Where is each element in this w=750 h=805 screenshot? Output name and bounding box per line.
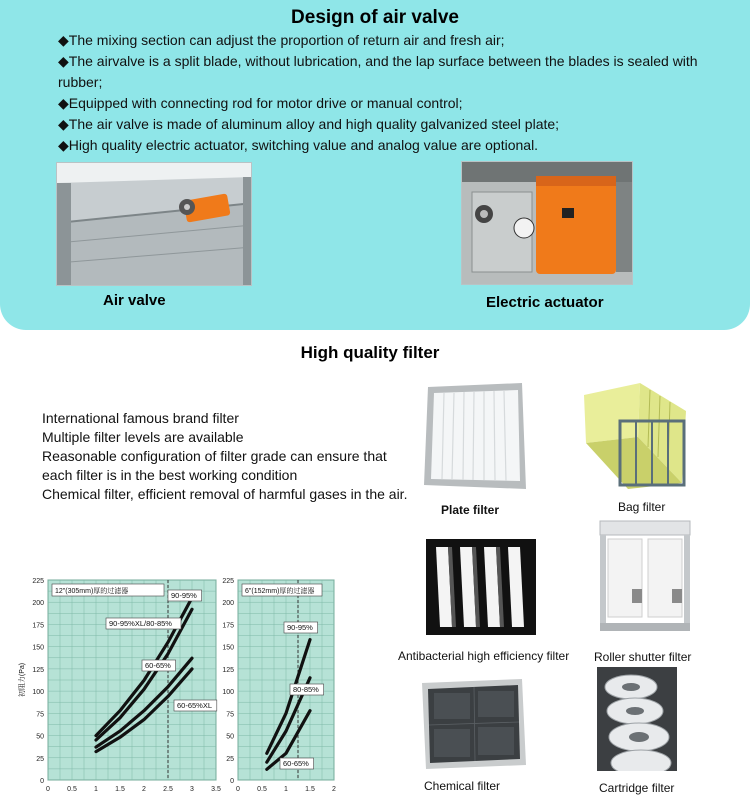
x-tick-label: 2	[142, 786, 146, 793]
x-tick-label: 0.5	[257, 786, 267, 793]
x-tick-label: 1.5	[115, 786, 125, 793]
y-tick-label: 125	[32, 666, 44, 674]
chart-title: 12"(305mm)厚的过滤器	[55, 588, 129, 595]
feature-line: Multiple filter levels are available	[42, 429, 244, 445]
y-tick-label: 200	[222, 600, 234, 608]
diamond-bullet-icon: ◆	[58, 53, 69, 69]
series-label: 90-95%XL/80-85%	[109, 619, 172, 628]
chemical-filter-image	[418, 677, 530, 771]
y-tick-label: 50	[226, 733, 234, 741]
cartridge-filter-image	[597, 667, 677, 771]
y-tick-label: 150	[32, 644, 44, 652]
y-tick-label: 175	[32, 622, 44, 630]
bullet-item: ◆The mixing section can adjust the proportion of return air and fresh air;	[58, 32, 505, 48]
filter-feature-list	[42, 409, 422, 504]
series-label: 90-95%	[171, 591, 197, 600]
diamond-bullet-icon: ◆	[58, 137, 69, 153]
section-title-air-valve: Design of air valve	[291, 7, 459, 28]
plate-filter-image	[422, 381, 531, 493]
feature-line: Chemical filter, efficient removal of harmful gases in the air.	[42, 486, 408, 502]
air-valve-panel	[0, 0, 750, 330]
series-label: 60-65%XL	[177, 701, 213, 710]
bullet-item: ◆High quality electric actuator, switching value and analog value are optional.	[58, 137, 539, 153]
chart-title: 6"(152mm)厚的过滤器	[245, 588, 315, 595]
y-tick-label: 125	[222, 666, 234, 674]
section-title-filter: High quality filter	[300, 343, 440, 362]
y-tick-label: 75	[226, 711, 234, 719]
y-axis-label: 初阻力(Pa)	[19, 662, 26, 698]
caption-chemical-filter: Chemical filter	[424, 779, 501, 793]
caption-air-valve: Air valve	[103, 292, 166, 309]
caption-antibacterial-filter: Antibacterial high efficiency filter	[398, 649, 570, 663]
y-tick-label: 100	[222, 689, 234, 697]
bullet-item: ◆The air valve is made of aluminum alloy and high quality galvanized steel plate;	[58, 116, 560, 132]
feature-line: International famous brand filter	[42, 410, 239, 426]
bag-filter-image	[580, 381, 690, 491]
roller-shutter-filter-image	[596, 519, 694, 635]
x-tick-label: 1.5	[305, 786, 315, 793]
x-tick-label: 1	[284, 786, 288, 793]
caption-cartridge-filter: Cartridge filter	[599, 781, 675, 795]
caption-plate-filter: Plate filter	[441, 503, 500, 517]
y-tick-label: 50	[36, 733, 44, 741]
caption-bag-filter: Bag filter	[618, 500, 666, 514]
bullet-item: ◆The airvalve is a split blade, without lubrication, and the lap surface between the blades is sealed with rubber;	[58, 53, 698, 90]
y-tick-label: 0	[40, 778, 44, 785]
caption-roller-shutter-filter: Roller shutter filter	[594, 650, 692, 664]
y-tick-label: 175	[222, 622, 234, 630]
y-tick-label: 225	[222, 578, 234, 585]
series-label: 80-85%	[293, 685, 319, 694]
series-label: 90-95%	[287, 623, 313, 632]
x-tick-label: 3.5	[211, 786, 221, 793]
valve-bullet-list	[58, 30, 698, 156]
x-tick-label: 2.5	[163, 786, 173, 793]
diamond-bullet-icon: ◆	[58, 116, 69, 132]
x-tick-label: 2	[332, 786, 336, 793]
y-tick-label: 25	[226, 755, 234, 763]
series-label: 60-65%	[145, 661, 171, 670]
x-tick-label: 0.5	[67, 786, 77, 793]
diamond-bullet-icon: ◆	[58, 95, 69, 111]
y-tick-label: 100	[32, 689, 44, 697]
bullet-item: ◆Equipped with connecting rod for motor drive or manual control;	[58, 95, 463, 111]
y-tick-label: 150	[222, 644, 234, 652]
antibacterial-filter-image	[422, 537, 540, 637]
feature-line: Reasonable configuration of filter grade can ensure that	[42, 448, 387, 464]
x-tick-label: 0	[46, 786, 50, 793]
air-valve-photo	[56, 162, 252, 286]
electric-actuator-photo	[461, 161, 633, 285]
y-tick-label: 0	[230, 778, 234, 785]
feature-line: each filter is in the best working condition	[42, 467, 298, 483]
series-label: 60-65%	[283, 759, 309, 768]
y-tick-label: 200	[32, 600, 44, 608]
x-tick-label: 1	[94, 786, 98, 793]
diamond-bullet-icon: ◆	[58, 32, 69, 48]
caption-electric-actuator: Electric actuator	[486, 294, 604, 311]
x-tick-label: 0	[236, 786, 240, 793]
x-tick-label: 3	[190, 786, 194, 793]
y-tick-label: 25	[36, 755, 44, 763]
y-tick-label: 225	[32, 578, 44, 585]
filter-resistance-charts	[0, 574, 345, 805]
y-tick-label: 75	[36, 711, 44, 719]
